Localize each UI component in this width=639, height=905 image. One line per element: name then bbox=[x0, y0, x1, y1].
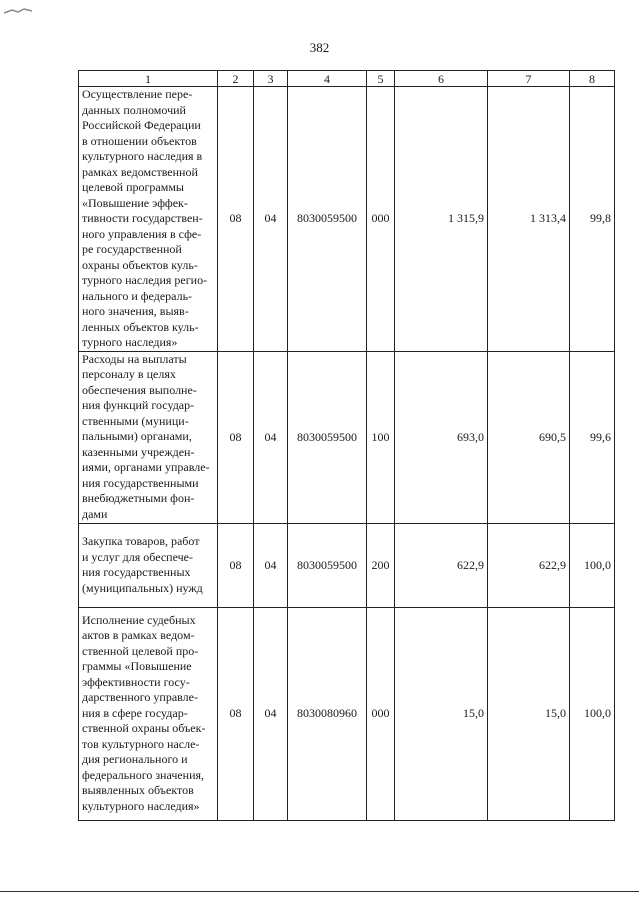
section-code: 08 bbox=[218, 607, 254, 820]
section-code: 08 bbox=[218, 351, 254, 523]
column-header: 8 bbox=[570, 71, 615, 87]
section-code: 08 bbox=[218, 87, 254, 352]
row-description: Исполнение судебных актов в рамках ведом- ственной целевой про- граммы «Повышение эффективности госу- дарственного управле- ния в сфере государ- ственной охраны объек- тов культурного насле- дия регионального и федерального значения, выявленных объектов культурного наследия» bbox=[79, 607, 218, 820]
page-number: 382 bbox=[309, 40, 330, 55]
table-row bbox=[79, 351, 615, 523]
table-row bbox=[79, 523, 615, 607]
expense-type-code: 200 bbox=[367, 523, 395, 607]
subsection-code: 04 bbox=[254, 607, 288, 820]
executed-amount: 15,0 bbox=[488, 607, 570, 820]
executed-amount: 1 313,4 bbox=[488, 87, 570, 352]
column-header: 5 bbox=[367, 71, 395, 87]
scan-artifact bbox=[4, 4, 34, 14]
column-header: 7 bbox=[488, 71, 570, 87]
target-article-code: 8030059500 bbox=[288, 351, 367, 523]
column-header: 6 bbox=[395, 71, 488, 87]
column-header: 3 bbox=[254, 71, 288, 87]
planned-amount: 15,0 bbox=[395, 607, 488, 820]
subsection-code: 04 bbox=[254, 351, 288, 523]
target-article-code: 8030059500 bbox=[288, 87, 367, 352]
planned-amount: 622,9 bbox=[395, 523, 488, 607]
row-description: Закупка товаров, работ и услуг для обеспече- ния государственных (муниципальных) нужд bbox=[79, 523, 218, 607]
planned-amount: 693,0 bbox=[395, 351, 488, 523]
expense-type-code: 000 bbox=[367, 87, 395, 352]
page-bottom-rule bbox=[0, 891, 639, 892]
row-description: Осуществление пере- данных полномочий Российской Федерации в отношении объектов культурного наследия в рамках ведомственной целевой программы «Повышение эффек- тивности государствен- ного управления в сфе- ре государственной охраны объектов куль- турного наследия регио- нального и федераль- ного значения, выяв- ленных объектов куль- турного наследия» bbox=[79, 87, 218, 352]
expense-type-code: 000 bbox=[367, 607, 395, 820]
table-row bbox=[79, 607, 615, 820]
column-header: 1 bbox=[79, 71, 218, 87]
target-article-code: 8030080960 bbox=[288, 607, 367, 820]
execution-percent: 99,6 bbox=[570, 351, 615, 523]
column-header: 2 bbox=[218, 71, 254, 87]
budget-table bbox=[78, 70, 615, 821]
subsection-code: 04 bbox=[254, 523, 288, 607]
execution-percent: 100,0 bbox=[570, 523, 615, 607]
row-description: Расходы на выплаты персоналу в целях обеспечения выполне- ния функций государ- ственными (муници- пальными) органами, казенными учрежден- иями, органами управле- ния государственными внебюджетными фон- дами bbox=[79, 351, 218, 523]
executed-amount: 622,9 bbox=[488, 523, 570, 607]
expense-type-code: 100 bbox=[367, 351, 395, 523]
executed-amount: 690,5 bbox=[488, 351, 570, 523]
table-row bbox=[79, 87, 615, 352]
execution-percent: 99,8 bbox=[570, 87, 615, 352]
section-code: 08 bbox=[218, 523, 254, 607]
subsection-code: 04 bbox=[254, 87, 288, 352]
column-header: 4 bbox=[288, 71, 367, 87]
execution-percent: 100,0 bbox=[570, 607, 615, 820]
planned-amount: 1 315,9 bbox=[395, 87, 488, 352]
target-article-code: 8030059500 bbox=[288, 523, 367, 607]
table-header-row bbox=[79, 71, 615, 87]
